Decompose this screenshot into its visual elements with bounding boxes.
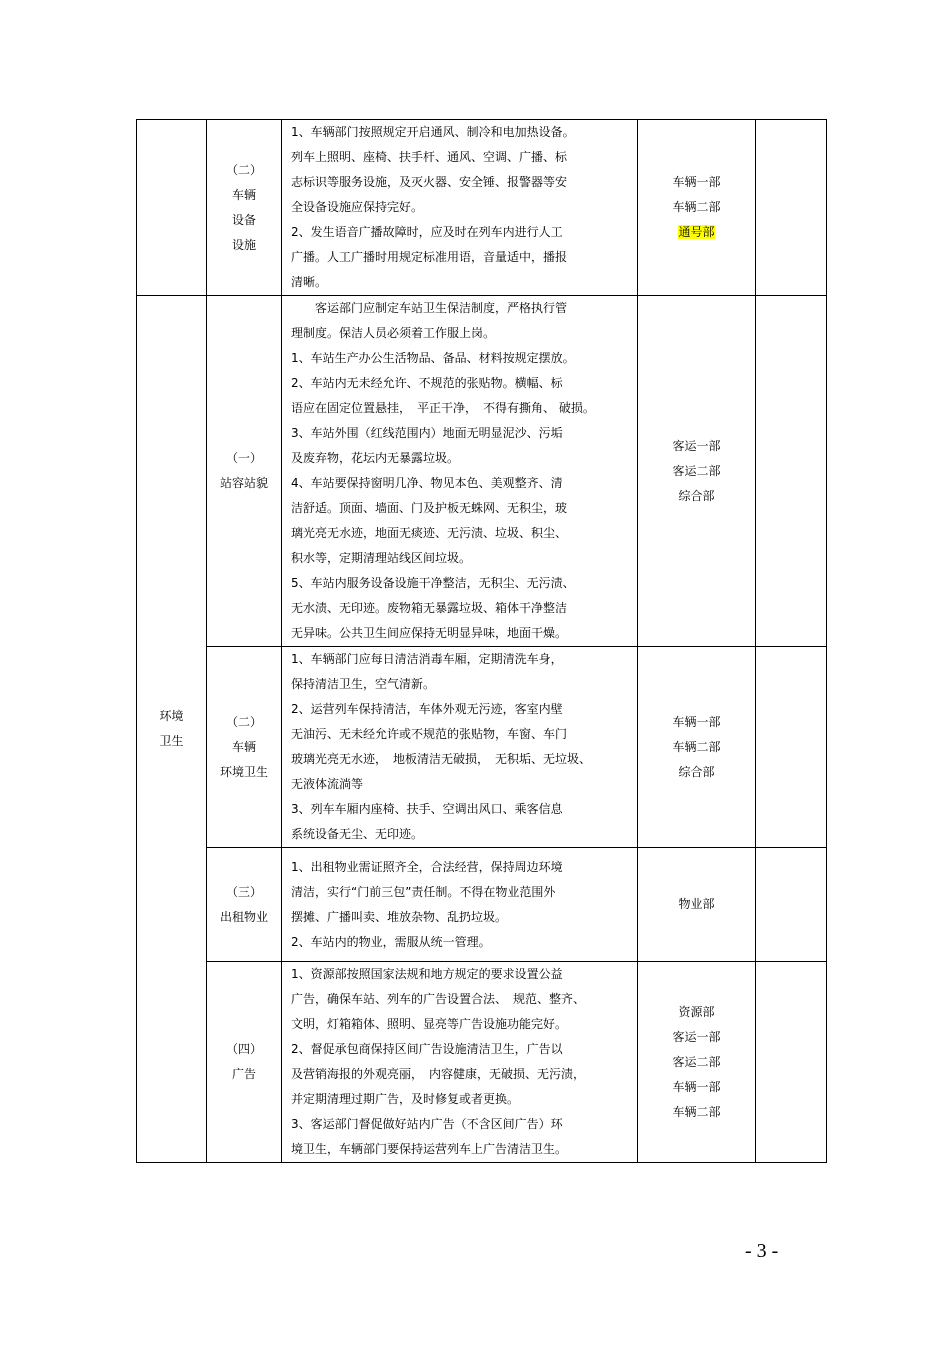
subcategory-line: （二）	[225, 162, 262, 177]
content-line: 洁舒适。顶面、墙面、门及护板无蛛网、无积尘，玻	[291, 501, 568, 515]
subcategory-line: 设施	[231, 237, 256, 252]
content-line: 语应在固定位置悬挂， 平正干净， 不得有撕角、 破损。	[291, 401, 595, 415]
content-line: 无水渍、无印迹。废物箱无暴露垃圾、箱体干净整洁	[291, 601, 568, 615]
content-line: 1、车辆部门应每日清洁消毒车厢，定期清洗车身，	[291, 652, 563, 666]
department-label: 物业部	[678, 897, 715, 911]
department-cell	[638, 848, 756, 962]
department-label: 客运一部	[672, 438, 721, 453]
content-line: 列车上照明、座椅、扶手杆、通风、空调、广播、标	[291, 150, 568, 164]
subcategory-line: 站容站貌	[219, 476, 268, 490]
table-row	[137, 848, 827, 962]
department-cell	[638, 120, 756, 296]
content-line: 无液体流淌等	[291, 777, 364, 791]
department-label: 综合部	[678, 764, 715, 779]
remarks-cell	[756, 120, 827, 296]
content-line: 并定期清理过期广告，及时修复或者更换。	[291, 1092, 520, 1106]
content-line: 2、发生语音广播故障时，应及时在列车内进行人工	[291, 225, 563, 239]
subcategory-cell	[207, 962, 282, 1163]
department-label: 综合部	[678, 488, 715, 503]
department-label: 客运一部	[672, 1029, 721, 1044]
table-row	[137, 296, 827, 647]
subcategory-line: 设备	[231, 212, 256, 227]
page-number: - 3 -	[745, 1240, 779, 1262]
content-line: 1、出租物业需证照齐全，合法经营，保持周边环境	[291, 859, 563, 874]
category-line: 卫生	[159, 734, 184, 748]
content-line: 广播。人工广播时用规定标准用语，音量适中，播报	[291, 250, 568, 264]
department-label: 客运二部	[672, 1054, 721, 1069]
category-cell	[137, 296, 207, 1163]
department-cell	[638, 647, 756, 848]
remarks-cell	[756, 962, 827, 1163]
content-line: 全设备设施应保持完好。	[291, 200, 424, 214]
subcategory-cell	[207, 120, 282, 296]
subcategory-line: （三）	[225, 884, 262, 899]
subcategory-line: 车辆	[231, 187, 256, 202]
content-line: 客运部门应制定车站卫生保洁制度，严格执行管	[291, 301, 568, 315]
content-cell	[282, 120, 638, 296]
content-line: 境卫生，车辆部门要保持运营列车上广告清洁卫生。	[291, 1142, 568, 1156]
department-label: 车辆二部	[672, 1104, 721, 1119]
content-line: 2、运营列车保持清洁，车体外观无污迹，客室内壁	[291, 702, 563, 716]
department-label: 车辆一部	[672, 175, 721, 189]
subcategory-line: 广告	[231, 1067, 256, 1081]
content-line: 志标识等服务设施，及灭火器、安全锤、报警器等安	[291, 175, 568, 189]
category-line: 环境	[159, 709, 184, 723]
content-line: 3、列车车厢内座椅、扶手、空调出风口、乘客信息	[291, 802, 563, 816]
content-line: 无异味。公共卫生间应保持无明显异味，地面干燥。	[291, 626, 568, 640]
subcategory-cell	[207, 647, 282, 848]
content-line: 4、车站要保持窗明几净、物见本色、美观整齐、清	[291, 476, 563, 490]
content-line: 3、客运部门督促做好站内广告（不含区间广告）环	[291, 1117, 563, 1131]
department-cell	[638, 296, 756, 647]
subcategory-line: 出租物业	[219, 909, 268, 924]
content-line: 及废弃物，花坛内无暴露垃圾。	[291, 451, 460, 465]
department-label: 车辆二部	[672, 739, 721, 754]
content-line: 系统设备无尘、无印迹。	[291, 827, 424, 841]
department-label: 车辆一部	[672, 1079, 721, 1094]
content-line: 无油污、无未经允许或不规范的张贴物，车窗、车门	[291, 727, 568, 741]
content-line: 广告，确保车站、列车的广告设置合法、 规范、整齐、	[291, 992, 586, 1006]
content-line: 3、车站外围（红线范围内）地面无明显泥沙、污垢	[291, 426, 563, 440]
remarks-cell	[756, 647, 827, 848]
subcategory-line: 车辆	[231, 739, 256, 754]
content-line: 清洁，实行“门前三包”责任制。不得在物业范围外	[291, 884, 556, 899]
department-label: 客运二部	[672, 463, 721, 478]
highlighted-department-label: 通号部	[678, 225, 715, 239]
subcategory-cell	[207, 848, 282, 962]
department-label: 资源部	[678, 1004, 715, 1019]
category-cell	[137, 120, 207, 296]
subcategory-line: （一）	[225, 451, 262, 465]
department-cell	[638, 962, 756, 1163]
content-line: 及营销海报的外观亮丽， 内容健康，无破损、无污渍，	[291, 1067, 586, 1081]
subcategory-line: （二）	[225, 714, 262, 729]
department-label: 车辆一部	[672, 714, 721, 729]
content-line: 1、资源部按照国家法规和地方规定的要求设置公益	[291, 967, 563, 981]
content-line: 5、车站内服务设备设施干净整洁，无积尘、无污渍、	[291, 576, 575, 590]
content-line: 保持清洁卫生，空气清新。	[291, 677, 436, 691]
content-line: 2、车站内的物业，需服从统一管理。	[291, 934, 491, 949]
content-line: 清晰。	[291, 275, 328, 289]
content-line: 摆摊、广播叫卖、堆放杂物、乱扔垃圾。	[291, 909, 508, 924]
table-row	[137, 962, 827, 1163]
content-line: 理制度。保洁人员必须着工作服上岗。	[291, 326, 496, 340]
subcategory-line: （四）	[225, 1042, 262, 1056]
subcategory-line: 环境卫生	[219, 764, 268, 779]
content-line: 2、督促承包商保持区间广告设施清洁卫生，广告以	[291, 1042, 563, 1056]
department-label: 车辆二部	[672, 200, 721, 214]
remarks-cell	[756, 296, 827, 647]
content-line: 积水等，定期清理站线区间垃圾。	[291, 551, 472, 565]
content-line: 文明，灯箱箱体、照明、显亮等广告设施功能完好。	[291, 1017, 568, 1031]
table-row	[137, 647, 827, 848]
content-cell	[282, 647, 638, 848]
content-line: 1、车辆部门按照规定开启通风、制冷和电加热设备。	[291, 125, 575, 139]
content-cell	[282, 848, 638, 962]
content-line: 玻璃光亮无水迹， 地板清洁无破损， 无积垢、无垃圾、	[291, 752, 592, 766]
subcategory-cell	[207, 296, 282, 647]
table-row	[137, 120, 827, 296]
content-cell	[282, 296, 638, 647]
content-cell	[282, 962, 638, 1163]
remarks-cell	[756, 848, 827, 962]
content-line: 璃光亮无水迹，地面无痰迹、无污渍、垃圾、积尘、	[291, 526, 568, 540]
content-line: 2、车站内无未经允许、不规范的张贴物。横幅、标	[291, 376, 563, 390]
content-line: 1、车站生产办公生活物品、备品、材料按规定摆放。	[291, 351, 575, 365]
standards-table	[136, 119, 814, 1156]
